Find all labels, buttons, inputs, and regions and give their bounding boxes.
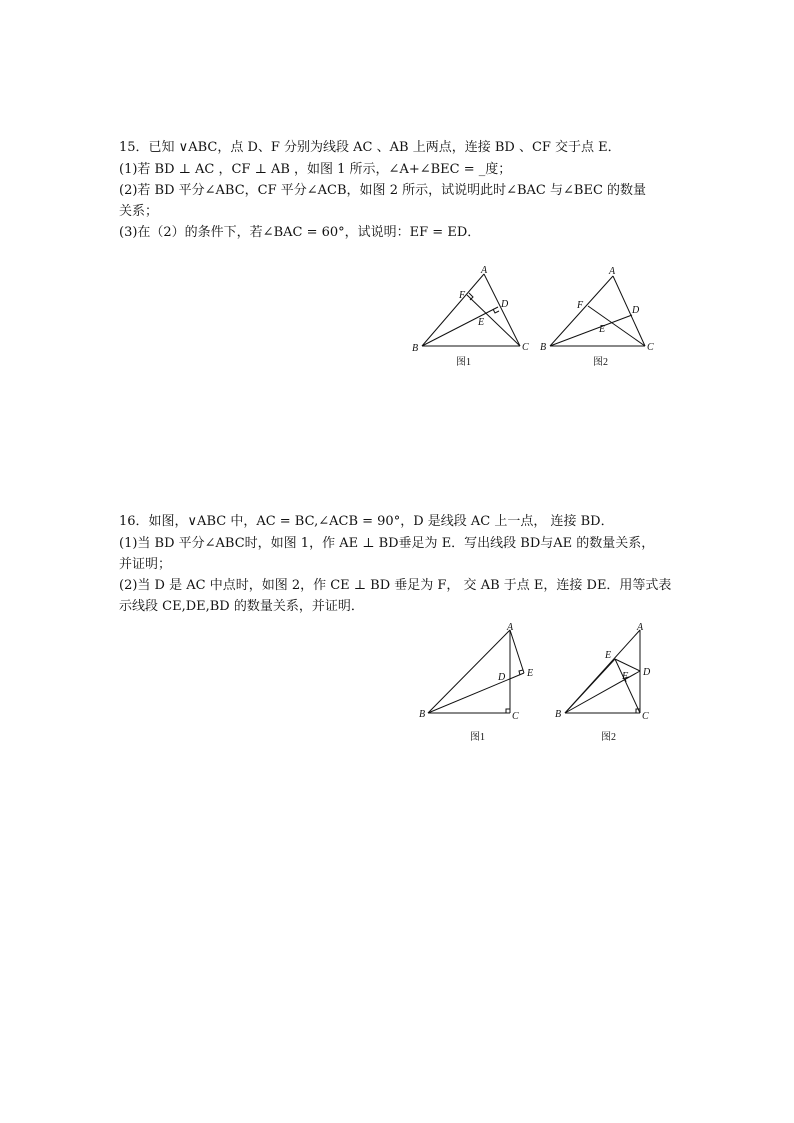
figure-caption: 图1 [470, 732, 485, 743]
q15-line-4: 关系； [119, 204, 159, 219]
point-label-a: A [507, 622, 514, 633]
q15-line-1: 15．已知 ∨ABC，点 D、F 分别为线段 AC 、AB 上两点，连接 BD 、CF 交于点 E． [119, 140, 621, 155]
figure-caption: 图2 [593, 357, 608, 368]
side-ab [550, 276, 613, 346]
right-angle-mark-f [469, 293, 473, 300]
point-label-e: E [527, 668, 534, 679]
point-label-f: F [577, 300, 584, 311]
segment-ce [615, 659, 640, 713]
q15-line-2: (1)若 BD ⊥ AC ，CF ⊥ AB ，如图 1 所示，∠A+∠BEC = _度； [119, 162, 512, 177]
point-label-d: D [643, 667, 651, 678]
point-label-f: F [459, 290, 466, 301]
point-label-a: A [637, 622, 644, 633]
side-ab [422, 274, 484, 346]
segment-be [565, 659, 615, 713]
q15-figure-1 [400, 262, 540, 372]
segment-cf [467, 295, 520, 346]
point-label-e: E [605, 650, 612, 661]
point-label-c: C [647, 342, 654, 353]
segment-bd [422, 307, 498, 346]
segment-bd [550, 315, 632, 346]
point-label-c: C [522, 342, 529, 353]
point-label-a: A [609, 266, 616, 277]
q16-line-1: 16．如图，∨ABC 中，AC = BC,∠ACB = 90°，D 是线段 AC 上一点， 连接 BD． [119, 514, 614, 529]
point-label-e: E [478, 317, 485, 328]
point-label-f: F [622, 671, 629, 682]
point-label-a: A [481, 265, 488, 276]
q16-line-5: 示线段 CE,DE,BD 的数量关系，并证明． [119, 599, 364, 614]
q16-figure-1 [410, 618, 550, 748]
q15-figure-2 [535, 262, 675, 372]
segment-ae [510, 630, 524, 673]
segment-de [615, 659, 640, 671]
point-label-d: D [501, 299, 509, 310]
q15-line-3: (2)若 BD 平分∠ABC，CF 平分∠ACB，如图 2 所示，试说明此时∠BAC 与∠BEC 的数量 [119, 183, 647, 198]
q16-line-3: 并证明； [119, 557, 172, 572]
point-label-b: B [412, 343, 419, 354]
point-label-c: C [512, 711, 519, 722]
point-label-b: B [555, 709, 562, 720]
q15-line-5: (3)在（2）的条件下，若∠BAC = 60°，试说明：EF = ED． [119, 225, 481, 240]
point-label-c: C [642, 711, 649, 722]
point-label-e: E [599, 324, 606, 335]
side-ac [613, 276, 645, 346]
point-label-d: D [498, 672, 506, 683]
right-angle-mark-c [506, 709, 510, 713]
q16-line-4: (2)当 D 是 AC 中点时，如图 2，作 CE ⊥ BD 垂足为 F， 交 AB 于点 E，连接 DE．用等式表 [119, 578, 672, 593]
point-label-b: B [540, 342, 547, 353]
side-ac [484, 274, 520, 346]
figure-caption: 图1 [456, 357, 471, 368]
q16-figure-2 [545, 618, 685, 748]
point-label-b: B [419, 709, 426, 720]
figure-caption: 图2 [601, 732, 616, 743]
q16-line-2: (1)当 BD 平分∠ABC时，如图 1，作 AE ⊥ BD垂足为 E．写出线段 BD与AE 的数量关系， [119, 536, 655, 551]
point-label-d: D [632, 305, 640, 316]
